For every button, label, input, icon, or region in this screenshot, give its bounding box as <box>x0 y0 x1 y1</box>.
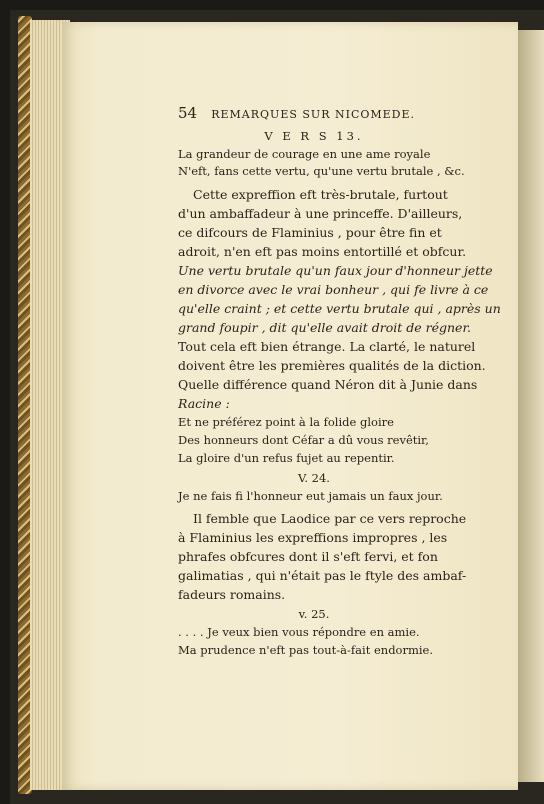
running-title: REMARQUES SUR NICOMEDE. <box>211 108 416 121</box>
facing-page-edge <box>518 30 544 782</box>
commentary-line: Quelle différence quand Néron dit à Junie dans <box>178 377 478 392</box>
verse-25-heading: v. 25. <box>298 607 330 621</box>
verse-line: . . . . Je veux bien vous répondre en amie. <box>178 625 420 639</box>
commentary-line: Il femble que Laodice par ce vers reproche <box>193 511 467 526</box>
commentary-line: à Flaminius les expreffions impropres , les <box>178 530 448 545</box>
page-number: 54 <box>178 104 198 122</box>
commentary-line: grand foupir , dit qu'elle avait droit de régner. <box>178 320 472 335</box>
commentary-line: galimatias , qui n'était pas le ftyle des ambaf- <box>178 568 467 583</box>
quote-line: La gloire d'un refus fujet au repentir. <box>178 451 395 465</box>
quote-line: Et ne préférez point à la folide gloire <box>178 415 394 429</box>
verse-line: Ma prudence n'eft pas tout-à-fait endormie. <box>178 643 434 657</box>
commentary-line: Racine : <box>178 396 230 411</box>
verse-line: La grandeur de courage en une ame royale <box>178 147 431 161</box>
verse-line: N'eft, fans cette vertu, qu'une vertu brutale , &c. <box>178 164 465 178</box>
verse-line: Je ne fais fi l'honneur eut jamais un faux jour. <box>178 489 443 503</box>
commentary-line: Une vertu brutale qu'un faux jour d'honneur jette <box>178 263 493 278</box>
verse-13-heading: V E R S 13. <box>264 129 364 143</box>
commentary-line: Cette expreffion eft très-brutale, furtout <box>193 187 448 202</box>
commentary-line: en divorce avec le vrai bonheur , qui fe livre à ce <box>178 282 489 297</box>
commentary-line: Tout cela eft bien étrange. La clarté, le naturel <box>178 339 476 354</box>
running-header <box>178 104 415 122</box>
verse-24-heading: V. 24. <box>298 471 330 485</box>
quote-line: Des honneurs dont Céfar a dû vous revêtir, <box>178 433 429 447</box>
commentary-line: fadeurs romains. <box>178 587 286 602</box>
commentary-line: phrafes obfcures dont il s'eft fervi, et fon <box>178 549 438 564</box>
commentary-line: adroit, n'en eft pas moins entortillé et obfcur. <box>178 244 467 259</box>
commentary-line: ce difcours de Flaminius , pour être fin et <box>178 225 442 240</box>
commentary-line: d'un ambaffadeur à une princeffe. D'ailleurs, <box>178 206 463 221</box>
commentary-line: qu'elle craint ; et cette vertu brutale qui , après un <box>178 301 501 316</box>
commentary-line: doivent être les premières qualités de la diction. <box>178 358 486 373</box>
